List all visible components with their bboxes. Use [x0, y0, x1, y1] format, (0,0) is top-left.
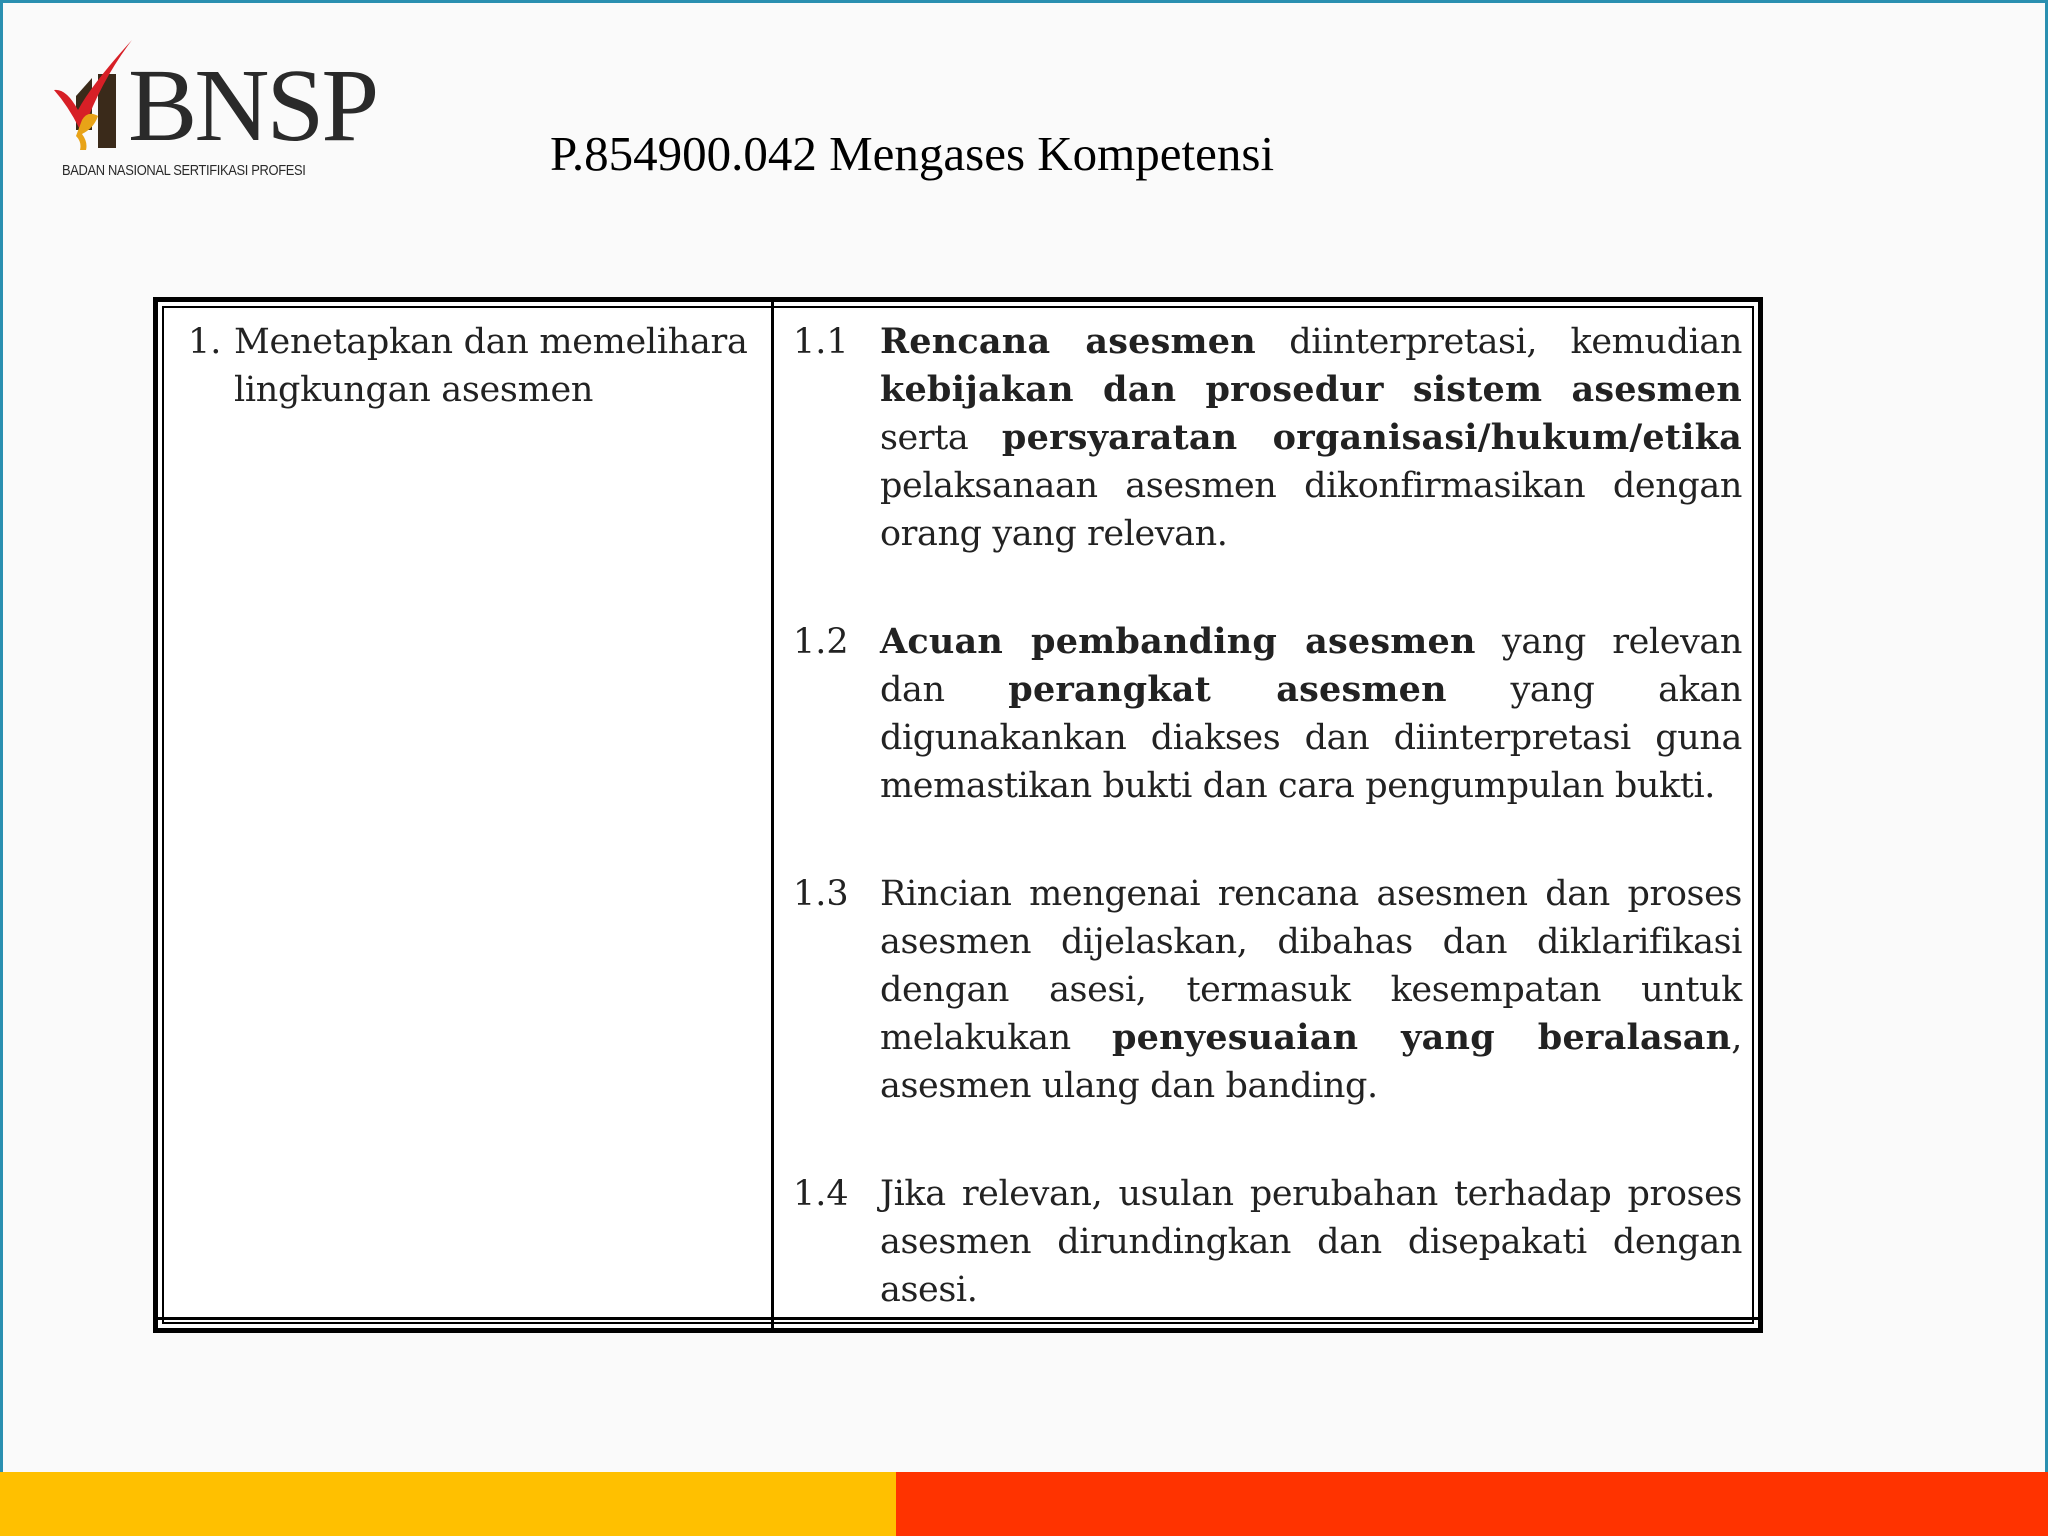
- criterion-bold-phrase: perangkat asesmen: [1008, 669, 1447, 710]
- criterion-text: [880, 318, 1742, 558]
- criterion-number: 1.3: [793, 874, 849, 914]
- criterion-phrase: yang akan digunakankan diakses dan diinterpretasi guna memastikan bukti dan cara pengumpulan bukti.: [880, 670, 1742, 806]
- slide-title: P.854900.042 Mengases Kompetensi: [550, 126, 1275, 181]
- criterion-number: 1.2: [793, 622, 849, 662]
- criterion-text: [880, 1170, 1742, 1314]
- footer-bar-red: [896, 1472, 2048, 1536]
- bnsp-emblem-icon: [52, 38, 134, 158]
- element-text: Menetapkan dan memelihara lingkungan asesmen: [234, 322, 748, 410]
- criterion-phrase: Rincian mengenai rencana asesmen dan proses asesmen dijelaskan, dibahas dan diklarifikasi dengan asesi, termasuk kesempatan untuk melakukan: [880, 874, 1742, 1058]
- footer-bar-yellow: [0, 1472, 896, 1536]
- competency-table: [153, 297, 1763, 1333]
- criterion-phrase: Jika relevan, usulan perubahan terhadap proses asesmen dirundingkan dan disepakati dengan asesi.: [880, 1174, 1742, 1310]
- table-bottom-rule: [158, 1317, 1758, 1320]
- criterion-bold-phrase: Acuan pembanding asesmen: [880, 621, 1476, 662]
- bnsp-logo: [52, 38, 377, 188]
- logo-wordmark: BNSP: [128, 48, 377, 163]
- criterion-phrase: , asesmen ulang dan banding.: [880, 1018, 1742, 1106]
- criterion-text: [880, 618, 1742, 810]
- criterion-phrase: serta: [880, 418, 1002, 458]
- criterion-number: 1.4: [793, 1174, 849, 1214]
- criterion-phrase: diinterpretasi, kemudian: [1255, 322, 1742, 362]
- column-divider: [771, 302, 774, 1328]
- criterion-number: 1.1: [793, 322, 849, 362]
- criterion-text: [880, 870, 1742, 1110]
- criterion-bold-phrase: kebijakan dan prosedur sistem asesmen: [880, 369, 1742, 410]
- criterion-phrase: pelaksanaan asesmen dikonfirmasikan dengan orang yang relevan.: [880, 466, 1742, 554]
- criterion-bold-phrase: Rencana asesmen: [880, 321, 1256, 362]
- logo-subtitle: BADAN NASIONAL SERTIFIKASI PROFESI: [62, 162, 306, 179]
- element-number: 1.: [188, 322, 222, 362]
- criterion-bold-phrase: persyaratan organisasi/hukum/etika: [1001, 417, 1742, 458]
- criterion-phrase: yang relevan dan: [880, 622, 1743, 710]
- criterion-bold-phrase: penyesuaian yang beralasan: [1111, 1017, 1732, 1058]
